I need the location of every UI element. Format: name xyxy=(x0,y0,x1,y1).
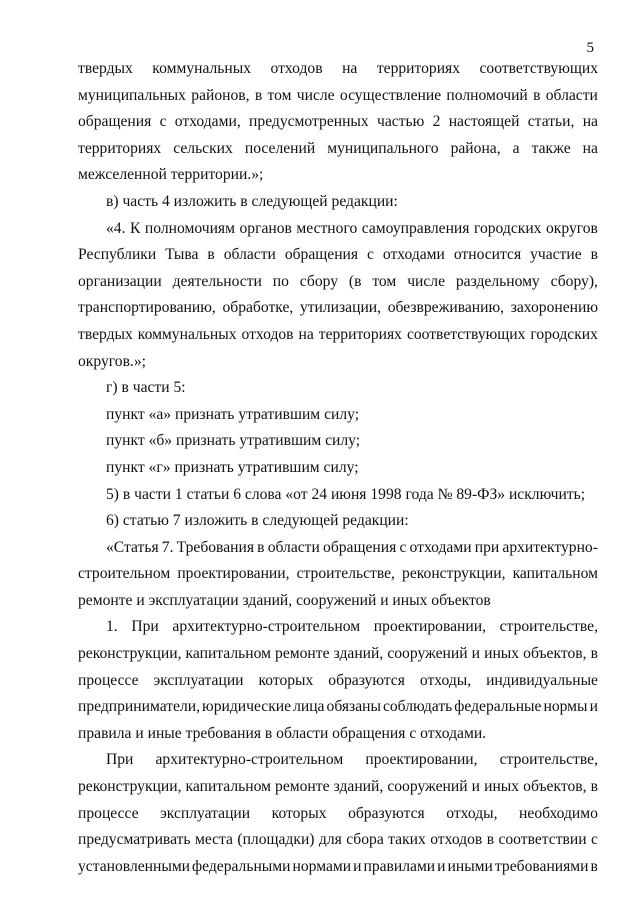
text-word: относится xyxy=(453,246,522,264)
text-word: обращения xyxy=(323,538,397,556)
text-word: предусмотренных xyxy=(249,113,369,131)
text-word: на xyxy=(582,139,598,157)
text-word: полномочий xyxy=(446,86,528,104)
text-word: округов xyxy=(545,219,598,237)
text-line xyxy=(78,349,598,376)
text-word: по xyxy=(272,272,289,290)
text-word: эксплуатации xyxy=(160,804,251,822)
text-word: области xyxy=(223,246,276,264)
text-word: при xyxy=(474,538,500,556)
text-line xyxy=(78,747,598,774)
text-word: Требования xyxy=(176,538,254,556)
text-word: статьи, xyxy=(527,113,575,131)
text-word: сооружений xyxy=(387,778,468,796)
text-word: транспортированию, xyxy=(78,299,216,317)
text-word: строительном xyxy=(78,565,171,583)
text-word: отходы, xyxy=(446,804,498,822)
text-word: и xyxy=(437,857,446,875)
text-word: зданий, xyxy=(333,645,384,663)
text-word: нормы xyxy=(543,698,588,716)
text-word: обращения xyxy=(284,246,359,264)
text-line xyxy=(78,269,598,296)
text-line xyxy=(78,189,598,216)
text-word: соответствующих xyxy=(406,325,526,343)
page-number: 5 xyxy=(586,40,594,56)
text-word: проектировании, xyxy=(365,751,478,769)
text-word: архитектурно-строительном xyxy=(155,751,344,769)
text-line xyxy=(78,136,598,163)
text-word: местного xyxy=(296,219,358,237)
text-line xyxy=(78,827,598,854)
text-line xyxy=(78,774,598,801)
text-word: сельских xyxy=(173,139,233,157)
text-word: отходов xyxy=(430,831,483,849)
text-word: том xyxy=(267,86,292,104)
text-word: в xyxy=(207,246,215,264)
text-word: поселений xyxy=(244,139,316,157)
text-word: капитальном xyxy=(185,645,271,663)
text-word: процессе xyxy=(78,804,139,822)
text-word: отходов xyxy=(270,60,323,77)
text-word: требованиями xyxy=(494,857,589,875)
text-word: отходами xyxy=(382,246,445,264)
text-line xyxy=(78,455,598,482)
text-line xyxy=(78,588,598,615)
text-word: коммунальных xyxy=(152,60,252,77)
text-word: При xyxy=(131,618,159,636)
text-line xyxy=(78,216,598,243)
text-word: архитектурно- xyxy=(502,538,598,556)
text-word: (площадки) xyxy=(237,831,315,849)
text-word: раздельному xyxy=(455,272,540,290)
text-word: числе xyxy=(407,272,445,290)
text-word: в xyxy=(590,645,598,663)
text-word: 5) в части 1 статьи 6 слова «от 24 июня 1998 года № 89-ФЗ» исключить; xyxy=(106,485,586,503)
text-word: для xyxy=(318,831,342,849)
text-word: муниципальных xyxy=(78,86,186,104)
text-word: 2 xyxy=(432,113,441,131)
text-line xyxy=(78,428,598,455)
text-word: твердых xyxy=(78,60,133,77)
text-word: обработке, xyxy=(222,299,294,317)
text-word: места xyxy=(194,831,233,849)
text-word: в xyxy=(533,86,541,104)
text-word: на xyxy=(582,113,598,131)
text-word: К xyxy=(130,219,141,237)
text-word: округов.»; xyxy=(78,352,146,370)
text-word: и xyxy=(471,645,481,663)
text-word: строительстве, xyxy=(499,751,598,769)
text-word: и xyxy=(353,857,362,875)
text-word: а xyxy=(512,139,520,157)
text-line xyxy=(78,694,598,721)
text-word: При xyxy=(106,751,134,769)
text-word: городских xyxy=(530,325,598,343)
text-word: том xyxy=(372,272,397,290)
text-word: федеральные xyxy=(454,698,542,716)
text-word: 6) статью 7 изложить в следующей редакции: xyxy=(106,512,409,530)
text-word: соответствии xyxy=(498,831,587,849)
text-line xyxy=(78,295,598,322)
text-word: индивидуальные xyxy=(486,671,598,689)
text-word: обращения xyxy=(78,113,152,131)
text-word: капитальном xyxy=(512,565,598,583)
text-word: на xyxy=(342,60,358,77)
text-word: которых xyxy=(258,671,314,689)
text-word: строительстве, xyxy=(499,618,598,636)
text-word: зданий, xyxy=(333,778,384,796)
text-word: осуществление xyxy=(339,86,442,104)
text-word: пункт «г» признать утратившим силу; xyxy=(106,458,359,476)
text-word: «4. xyxy=(106,219,126,237)
text-word: иных xyxy=(484,645,520,663)
text-word: частью xyxy=(377,113,425,131)
text-line xyxy=(78,162,598,189)
text-line xyxy=(78,375,598,402)
text-word: объектов, xyxy=(523,778,587,796)
text-word: с xyxy=(399,538,407,556)
text-word: г) в части 5: xyxy=(106,379,186,397)
text-word: органов xyxy=(239,219,292,237)
text-word: отходами xyxy=(409,538,472,556)
text-word: полномочиям xyxy=(144,219,235,237)
text-line xyxy=(78,561,598,588)
text-word: территориях xyxy=(78,139,162,157)
text-word: районов, xyxy=(191,86,250,104)
text-line xyxy=(78,614,598,641)
text-word: деятельности xyxy=(172,272,262,290)
text-word: проектировании, xyxy=(373,618,486,636)
text-word: Республики xyxy=(78,246,157,264)
text-word: реконструкции, xyxy=(78,645,182,663)
text-word: утилизации, xyxy=(299,299,382,317)
text-word: нормами xyxy=(292,857,352,875)
text-word: «Статья xyxy=(106,538,159,556)
text-word: территориях xyxy=(318,325,402,343)
text-word: самоуправления xyxy=(361,219,470,237)
text-word: захоронению xyxy=(510,299,598,317)
text-word: и xyxy=(589,698,598,716)
text-word: предусматривать xyxy=(78,831,191,849)
text-line xyxy=(78,641,598,668)
text-line xyxy=(78,668,598,695)
text-line xyxy=(78,242,598,269)
text-word: образуются xyxy=(348,804,425,822)
text-word: юридические xyxy=(202,698,292,716)
text-word: 7. xyxy=(161,538,174,556)
text-word: эксплуатации xyxy=(153,671,244,689)
text-word: соответствующих xyxy=(479,60,598,77)
text-word: в xyxy=(486,831,495,849)
text-line xyxy=(78,535,598,562)
text-word: в xyxy=(590,857,598,875)
text-word: 1. xyxy=(106,618,118,636)
text-word: ремонте xyxy=(275,778,330,796)
text-word: Тыва xyxy=(165,246,199,264)
text-word: реконструкции, xyxy=(78,778,182,796)
text-line xyxy=(78,854,598,881)
text-word: проектировании, xyxy=(177,565,290,583)
text-word: ремонте xyxy=(275,645,330,663)
text-word: сбору), xyxy=(550,272,598,290)
text-word: реконструкции, xyxy=(402,565,506,583)
text-word: и xyxy=(471,778,481,796)
text-word: правилами xyxy=(363,857,436,875)
text-line xyxy=(78,322,598,349)
text-word: твердых xyxy=(78,325,133,343)
text-word: муниципального xyxy=(327,139,439,157)
text-word: области xyxy=(267,538,320,556)
text-word: в xyxy=(254,86,263,104)
text-word: которых xyxy=(271,804,327,822)
text-word: отходы, xyxy=(419,671,472,689)
text-word: сбора xyxy=(346,831,384,849)
text-word: числе xyxy=(296,86,335,104)
text-word: в xyxy=(590,246,598,264)
text-word: на xyxy=(298,325,314,343)
text-word: отходов xyxy=(241,325,294,343)
text-line xyxy=(78,482,598,509)
text-line xyxy=(78,508,598,535)
text-line xyxy=(78,402,598,429)
text-word: с xyxy=(159,113,167,131)
text-word: в xyxy=(590,778,598,796)
text-word: предприниматели, xyxy=(78,698,201,716)
text-word: иными xyxy=(447,857,493,875)
document-body xyxy=(78,56,598,880)
text-word: коммунальных xyxy=(137,325,237,343)
text-word: строительстве, xyxy=(296,565,395,583)
text-word: сбору xyxy=(299,272,339,290)
text-word: территориях xyxy=(376,60,461,77)
text-word: межселенной территории.»; xyxy=(78,166,264,184)
text-word: образуются xyxy=(328,671,405,689)
text-word: в xyxy=(257,538,265,556)
text-word: объектов, xyxy=(523,645,587,663)
text-word: отходами, xyxy=(174,113,241,131)
text-word: участие xyxy=(530,246,582,264)
text-line xyxy=(78,801,598,828)
text-word: пункт «а» признать утратившим силу; xyxy=(106,405,360,423)
text-word: соблюдать xyxy=(382,698,453,716)
text-word: ремонте и эксплуатации зданий, сооружений и иных объектов xyxy=(78,591,491,609)
text-word: правила и иные требования в области обращения с отходами. xyxy=(78,724,487,742)
text-word: необходимо xyxy=(519,804,598,822)
text-word: федеральными xyxy=(192,857,291,875)
text-word: пункт «б» признать утратившим силу; xyxy=(106,432,361,450)
text-word: организации xyxy=(78,272,162,290)
text-word: таких xyxy=(388,831,426,849)
text-word: области xyxy=(545,86,598,104)
text-word: с xyxy=(591,831,598,849)
text-word: обязаны xyxy=(326,698,381,716)
text-line xyxy=(78,83,598,110)
text-word: капитальном xyxy=(185,778,271,796)
text-word: городских xyxy=(473,219,542,237)
text-word: района, xyxy=(450,139,501,157)
text-word: в) часть 4 изложить в следующей редакции: xyxy=(106,192,398,210)
text-word: процессе xyxy=(78,671,139,689)
text-word: лица xyxy=(293,698,325,716)
text-line xyxy=(78,56,598,83)
text-word: сооружений xyxy=(387,645,468,663)
text-word: (в xyxy=(348,272,362,290)
text-word: настоящей xyxy=(448,113,520,131)
text-line xyxy=(78,109,598,136)
text-word: установленными xyxy=(78,857,191,875)
text-word: иных xyxy=(484,778,520,796)
text-word: также xyxy=(531,139,571,157)
text-word: архитектурно-строительном xyxy=(172,618,361,636)
text-word: обезвреживанию, xyxy=(387,299,505,317)
text-word: с xyxy=(367,246,374,264)
text-line xyxy=(78,721,598,748)
